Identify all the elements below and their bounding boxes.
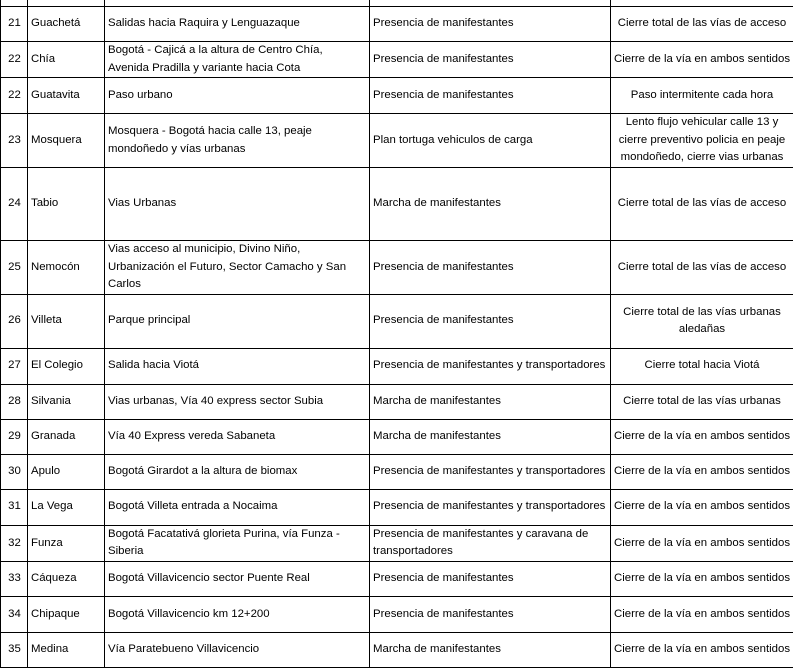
- road-status-cell: Cierre total de las vías urbanas aledañas: [611, 294, 793, 348]
- table-row: [1, 294, 793, 348]
- road-status-cell: Cierre total de las vías de acceso: [611, 167, 793, 240]
- row-number-cell: 30: [1, 454, 28, 489]
- reason-cell: Presencia de manifestantes: [370, 78, 611, 114]
- municipality-cell: Apulo: [28, 454, 105, 489]
- road-status-cell: Cierre de la vía en ambos sentidos: [611, 42, 793, 78]
- row-number-cell: 35: [1, 632, 28, 667]
- row-number-cell: 28: [1, 384, 28, 419]
- road-status-cell: Lento flujo vehicular calle 13 y cierre preventivo policia en peaje mondoñedo, cierre vias urbanas: [611, 114, 793, 168]
- table-row: [1, 632, 793, 667]
- location-cell: Parque principal: [105, 294, 370, 348]
- row-number-cell: 31: [1, 489, 28, 525]
- reason-cell: Presencia de manifestantes: [370, 561, 611, 596]
- table-row: [1, 525, 793, 561]
- location-cell: Bogotá Girardot a la altura de biomax: [105, 454, 370, 489]
- table-row: [1, 114, 793, 168]
- row-number-cell: 22: [1, 42, 28, 78]
- location-cell: Bogotá - Cajicá a la altura de Centro Chía, Avenida Pradilla y variante hacia Cota: [105, 42, 370, 78]
- road-status-cell: Cierre total de las vías de acceso: [611, 240, 793, 294]
- row-number-cell: 24: [1, 167, 28, 240]
- reason-cell: Presencia de manifestantes y transportadores: [370, 489, 611, 525]
- table-row: [1, 561, 793, 596]
- row-number-cell: 26: [1, 294, 28, 348]
- row-number-cell: 27: [1, 348, 28, 384]
- row-number-cell: 25: [1, 240, 28, 294]
- location-cell: Bogotá Villeta entrada a Nocaima: [105, 489, 370, 525]
- road-status-cell: Cierre de la vía en ambos sentidos: [611, 596, 793, 632]
- municipality-cell: Funza: [28, 525, 105, 561]
- location-cell: Vias acceso al municipio, Divino Niño, Urbanización el Futuro, Sector Camacho y San Carlos: [105, 240, 370, 294]
- municipality-cell: Chía: [28, 42, 105, 78]
- reason-cell: Presencia de manifestantes y transportadores: [370, 348, 611, 384]
- row-number-cell: 21: [1, 7, 28, 42]
- road-status-cell: Cierre total de las vías urbanas: [611, 384, 793, 419]
- road-status-cell: Paso intermitente cada hora: [611, 78, 793, 114]
- reason-cell: Marcha de manifestantes: [370, 384, 611, 419]
- municipality-cell: Cáqueza: [28, 561, 105, 596]
- location-cell: Bogotá Villavicencio sector Puente Real: [105, 561, 370, 596]
- table-row: [1, 167, 793, 240]
- table-row: [1, 348, 793, 384]
- reason-cell: Presencia de manifestantes y caravana de transportadores: [370, 525, 611, 561]
- reason-cell: Plan tortuga vehiculos de carga: [370, 114, 611, 168]
- table-row: [1, 7, 793, 42]
- municipality-cell: Tabio: [28, 167, 105, 240]
- table-row: [1, 489, 793, 525]
- row-number-cell: 29: [1, 419, 28, 454]
- table-row: [1, 42, 793, 78]
- table-row: [1, 78, 793, 114]
- reason-cell: Presencia de manifestantes: [370, 240, 611, 294]
- location-cell: Paso urbano: [105, 78, 370, 114]
- municipality-cell: Granada: [28, 419, 105, 454]
- reason-cell: Presencia de manifestantes: [370, 7, 611, 42]
- location-cell: Bogotá Facatativá glorieta Purina, vía Funza - Siberia: [105, 525, 370, 561]
- location-cell: Bogotá Villavicencio km 12+200: [105, 596, 370, 632]
- municipality-cell: Medina: [28, 632, 105, 667]
- table-body: [1, 0, 793, 667]
- municipality-cell: Villeta: [28, 294, 105, 348]
- municipality-cell: Nemocón: [28, 240, 105, 294]
- row-number-cell: 22: [1, 78, 28, 114]
- municipality-cell: Guatavita: [28, 78, 105, 114]
- reason-cell: Presencia de manifestantes: [370, 596, 611, 632]
- location-cell: Salidas hacia Raquira y Lenguazaque: [105, 7, 370, 42]
- location-cell: Mosquera - Bogotá hacia calle 13, peaje mondoñedo y vías urbanas: [105, 114, 370, 168]
- row-number-cell: 23: [1, 114, 28, 168]
- location-cell: Vias Urbanas: [105, 167, 370, 240]
- road-status-cell: Cierre de la vía en ambos sentidos: [611, 489, 793, 525]
- road-status-cell: Cierre de la vía en ambos sentidos: [611, 632, 793, 667]
- municipality-cell: El Colegio: [28, 348, 105, 384]
- location-cell: Vía Paratebueno Villavicencio: [105, 632, 370, 667]
- table-row: [1, 596, 793, 632]
- reason-cell: Marcha de manifestantes: [370, 167, 611, 240]
- table-row: [1, 384, 793, 419]
- reason-cell: Presencia de manifestantes y transportadores: [370, 454, 611, 489]
- municipality-cell: Guachetá: [28, 7, 105, 42]
- location-cell: Salida hacia Viotá: [105, 348, 370, 384]
- table-row: [1, 454, 793, 489]
- reason-cell: Marcha de manifestantes: [370, 419, 611, 454]
- table-row: [1, 419, 793, 454]
- location-cell: Vía 40 Express vereda Sabaneta: [105, 419, 370, 454]
- reason-cell: Marcha de manifestantes: [370, 632, 611, 667]
- road-status-cell: Cierre de la vía en ambos sentidos: [611, 454, 793, 489]
- road-status-cell: Cierre total de las vías de acceso: [611, 7, 793, 42]
- road-status-cell: Cierre de la vía en ambos sentidos: [611, 561, 793, 596]
- row-number-cell: 33: [1, 561, 28, 596]
- road-status-cell: Cierre total hacia Viotá: [611, 348, 793, 384]
- reason-cell: Presencia de manifestantes: [370, 42, 611, 78]
- reason-cell: Presencia de manifestantes: [370, 294, 611, 348]
- location-cell: Vias urbanas, Vía 40 express sector Subia: [105, 384, 370, 419]
- municipality-cell: Mosquera: [28, 114, 105, 168]
- row-number-cell: 34: [1, 596, 28, 632]
- municipality-cell: La Vega: [28, 489, 105, 525]
- road-status-cell: Cierre de la vía en ambos sentidos: [611, 419, 793, 454]
- road-status-cell: Cierre de la vía en ambos sentidos: [611, 525, 793, 561]
- municipality-cell: Chipaque: [28, 596, 105, 632]
- row-number-cell: 32: [1, 525, 28, 561]
- table-row: [1, 240, 793, 294]
- municipality-cell: Silvania: [28, 384, 105, 419]
